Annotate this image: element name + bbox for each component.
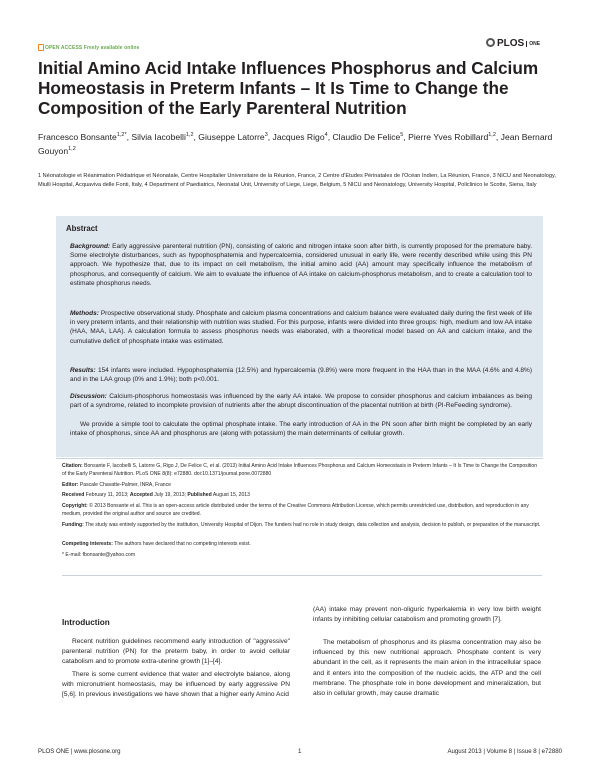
divider — [56, 458, 543, 459]
results-label: Results: — [70, 367, 96, 374]
abstract-results: Results: 154 infants were included. Hypophosphatemia (12.5%) and hypercalcemia (9.8%) were more frequent in the HAA than in the MAA (4.6% and 4.8%) and in the LAA group (0% and 1.9%); both p<0.001. — [70, 367, 532, 384]
authors-text: Francesco Bonsante$^{1,2*}$, Silvia Iacobelli$^{1,2}$, Giuseppe Latorre$^3$, Jacques Rigo$^4$, Claudio De Felice$^5$, Pierre Yves Robillard$^{1,2}$, Jean Bernard Gouyon$^{1,2}$ — [38, 131, 553, 157]
competing-interests: Competing interests: The authors have declared that no competing interests exist. — [62, 541, 251, 547]
methods-label: Methods: — [70, 310, 99, 317]
page-footer — [38, 748, 562, 755]
discussion-label: Discussion: — [70, 393, 107, 400]
page-number: 1 — [298, 748, 302, 755]
corresponding-email[interactable]: * E-mail: fbonsante@yahoo.com — [62, 552, 136, 558]
abstract-discussion: Discussion: Calcium-phosphorus homeostasis was influenced by the early AA intake. We propose to consider phosphorus and calcium imbalances as being part of a syndrome, related to incomplete provision of nutrients after the abrupt discontinuation of the placental nutrition at birth (PI-ReFeeding syndrome). — [70, 393, 533, 410]
affiliations: 1 Néonatologie et Réanimation Pédiatrique et Néonatale, Centre Hospitalier Universitaire de la Réunion, France, 2 Centre d'Etudes Périnatales de l'Océan Indien, La Réunion, France, 3 NICU and Neonatology, Miulli Hospital, Acquaviva delle Fonti, Italy, 4 Department of Paediatrics, Neonatal Unit, University of Liege, Liege, Belgium, 5 NICU and Neonatology, University Hospital, Policlinico le Scotte, Siena, Italy — [38, 173, 556, 188]
plos-logo-icon — [486, 38, 495, 47]
body-paragraph: (AA) intake may prevent non-oliguric hyperkalemia in very low birth weight infants by inhibiting cellular catabolism and promoting growth [7]. — [313, 606, 541, 624]
plos-one-logo[interactable]: PLOS ONE — [486, 38, 540, 49]
author-list — [38, 129, 558, 158]
abstract-methods: Methods: Prospective observational study. Phosphate and calcium plasma concentrations and calcium balance were evaluated daily during the first week of life in very preterm infants, and their relationship with nutrition was studied. For this purpose, infants were divided into three groups: high, medium and low AA intake (HAA, MAA, LAA). A calculation formula to assess phosphorus needs was elaborated, with a theoretical model based on AA and calcium intake, and the cumulative deficit of phosphate intake was estimated. — [70, 310, 532, 345]
citation: Citation: Bonsante F, Iacobelli S, Latorre G, Rigo J, De Felice C, et al. (2013) Initial Amino Acid Intake Influences Phosphorus and Calcium Homeostasis in Preterm Infants – It Is Time to Change the Composition of the Early Parenteral Nutrition. PLoS ONE 8(8): e72880. doi:10.1371/journal.pone.0072880 — [62, 463, 538, 477]
body-paragraph: The metabolism of phosphorus and its plasma concentration may also be influenced by this new nutritional approach. Phosphate content is very abundant in the cell, as it represents the main anion in the intracellular space and it enters into the composition of the nucleic acids, the ATP and the cell membrane. The phosphate role in bone development and mineralization, but also in cellular growth, may cause dramatic — [313, 639, 541, 698]
funding: Funding: The study was entirely supported by the institution, University Hospital of Dijon. The funders had no role in study design, data collection and analysis, decision to publish, or preparation of the manuscript. — [62, 522, 541, 528]
abstract-background: Background: Early aggressive parenteral nutrition (PN), consisting of caloric and nitrogen intake soon after birth, is currently proposed for the premature baby. Some electrolyte disturbances, such as hypophosphatemia and hypercalcemia, considered unusual in early life, were recently described while using this PN approach. We hypothesize that, due to its impact on cell metabolism, the initial amino acid (AA) amount may specifically influence the metabolism of phosphorus, and consequently of calcium. We aim to evaluate the influence of AA intake on calcium-phosphorus metabolism, and to create a calculation tool to estimate phosphorus needs. — [70, 243, 532, 287]
article-title: Initial Amino Acid Intake Influences Phosphorus and Calcium Homeostasis in Preterm Infants – It Is Time to Change the Composition of the Early Parenteral Nutrition — [38, 58, 539, 118]
abstract-heading: Abstract — [66, 224, 98, 233]
divider — [62, 575, 542, 576]
section-heading-introduction: Introduction — [62, 618, 110, 627]
editor: Editor: Pascale Chavatte-Palmer, INRA, France — [62, 482, 172, 488]
copyright: Copyright: © 2013 Bonsante et al. This is an open-access article distributed under the terms of the Creative Commons Attribution License, which permits unrestricted use, distribution, and reproduction in any medium, provided the original author and source are credited. — [62, 503, 529, 517]
dates: Received February 11, 2013; Accepted July 19, 2013; Published August 15, 2013 — [62, 492, 250, 498]
background-label: Background: — [70, 243, 111, 250]
abstract-discussion-2: We provide a simple tool to calculate the optimal phosphate intake. The early introduction of AA in the PN soon after birth might be completed by an early intake of phosphorus, since AA and phosphorus are (along with potassium) the main determinants of cellular growth. — [70, 421, 532, 438]
body-paragraph: There is some current evidence that water and electrolyte balance, along with micronutrient homeostasis, may be influenced by early aggressive PN [5,6]. In previous investigations we have shown that a higher early Amino Acid — [62, 671, 290, 699]
open-access-banner: OPEN ACCESS Freely available online — [38, 44, 139, 51]
footer-journal[interactable]: PLOS ONE | www.plosone.org — [38, 748, 121, 755]
open-lock-icon — [38, 44, 44, 51]
footer-issue: August 2013 | Volume 8 | Issue 8 | e72880 — [447, 748, 562, 755]
body-paragraph: Recent nutrition guidelines recommend early introduction of "aggressive" parenteral nutrition (PN) for the preterm baby, in order to avoid cellular catabolism and to promote extra-uterine growth [1]–[4]. — [62, 638, 290, 666]
